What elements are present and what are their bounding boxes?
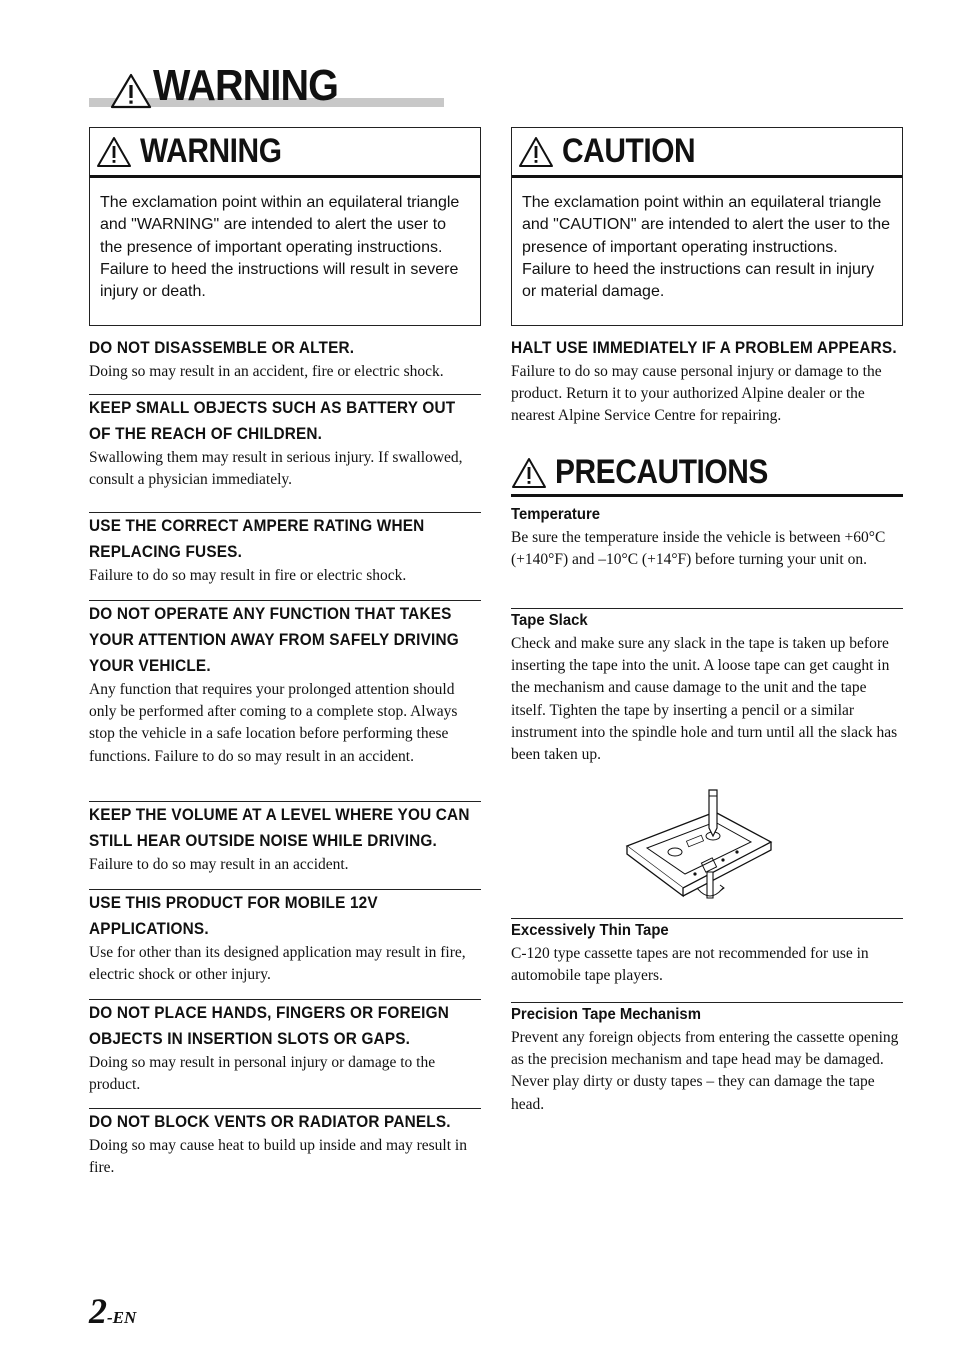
caution-box (511, 127, 903, 326)
warning-item-text: Doing so may cause heat to build up inside and may result in fire. (89, 1137, 467, 1177)
precaution-text-2: Never play dirty or dusty tapes – they can damage the tape head. (511, 1073, 875, 1113)
warning-item (89, 999, 481, 1108)
warning-box-text-2: Failure to heed the instructions will result in severe injury or death. (100, 260, 459, 301)
caution-item-text: Failure to do so may cause personal injury or damage to the product. Return it to your authorized Alpine dealer or the nearest Alpine Service Centre for repairing. (511, 363, 882, 425)
page-banner (89, 62, 444, 108)
banner-title: WARNING (153, 61, 339, 110)
warning-item (89, 801, 481, 889)
caution-item-heading: HALT USE IMMEDIATELY IF A PROBLEM APPEARS. (511, 339, 897, 357)
warning-item (89, 1108, 481, 1178)
precaution-text: Check and make sure any slack in the tape is taken up before inserting the tape into the unit. A loose tape can get caught in the mechanism and cause damage to the unit and the tape itself. Tighten the tape by inserting a pencil or a similar instrument into the spindle hole and turn until all the slack has been taken up. (511, 635, 898, 764)
precaution-section (511, 1002, 903, 1142)
warning-item-heading: DO NOT OPERATE ANY FUNCTION THAT TAKES YOUR ATTENTION AWAY FROM SAFELY DRIVING YOUR VEHICLE. (89, 605, 459, 675)
precaution-heading: Precision Tape Mechanism (511, 1006, 701, 1023)
cassette-illustration (511, 780, 903, 918)
warning-item-text: Swallowing them may result in serious injury. If swallowed, consult a physician immediately. (89, 449, 463, 489)
precautions-header (511, 451, 903, 497)
precaution-heading: Excessively Thin Tape (511, 922, 669, 939)
precaution-text: C-120 type cassette tapes are not recommended for use in automobile tape players. (511, 945, 869, 985)
warning-box-text: The exclamation point within an equilateral triangle and "WARNING" are intended to alert the user to the presence of important operating instructions. (100, 194, 460, 256)
warning-item (89, 335, 481, 394)
warning-item-text: Use for other than its designed application may result in fire, electric shock or other injury. (89, 944, 466, 984)
page-number (89, 1290, 136, 1332)
warning-item-heading: KEEP THE VOLUME AT A LEVEL WHERE YOU CAN STILL HEAR OUTSIDE NOISE WHILE DRIVING. (89, 806, 470, 850)
caution-triangle-icon (518, 136, 554, 168)
warning-item-heading: DO NOT BLOCK VENTS OR RADIATOR PANELS. (89, 1113, 451, 1131)
warning-item-text: Doing so may result in an accident, fire or electric shock. (89, 363, 444, 380)
precaution-heading: Tape Slack (511, 612, 588, 629)
warning-item (89, 394, 481, 512)
precaution-section (511, 608, 903, 780)
precautions-triangle-icon (511, 457, 547, 489)
caution-column (511, 127, 903, 1142)
warning-item-heading: DO NOT DISASSEMBLE OR ALTER. (89, 339, 355, 357)
page-number-suffix: -EN (107, 1308, 137, 1327)
precaution-text: Prevent any foreign objects from entering the cassette opening as the precision mechanism and tape head may be damaged. (511, 1029, 899, 1069)
warning-item-heading: KEEP SMALL OBJECTS SUCH AS BATTERY OUT OF THE REACH OF CHILDREN. (89, 399, 456, 443)
warning-item (89, 600, 481, 801)
precaution-heading: Temperature (511, 506, 601, 523)
warning-column (89, 127, 481, 1178)
warning-box-title: WARNING (140, 132, 282, 170)
warning-item-text: Doing so may result in personal injury or damage to the product. (89, 1054, 436, 1094)
precaution-section (511, 918, 903, 1002)
page-number-value: 2 (89, 1291, 107, 1331)
caution-box-text: The exclamation point within an equilateral triangle and "CAUTION" are intended to alert the user to the presence of important operating instructions. (522, 194, 890, 256)
precaution-section (511, 503, 903, 608)
caution-box-text-2: Failure to heed the instructions can result in injury or material damage. (522, 260, 875, 301)
precautions-title: PRECAUTIONS (555, 453, 768, 491)
warning-item-heading: USE THIS PRODUCT FOR MOBILE 12V APPLICATIONS. (89, 894, 378, 938)
warning-triangle-icon (96, 136, 132, 168)
cassette-pencil-icon (623, 780, 783, 912)
precaution-text: Be sure the temperature inside the vehicle is between +60°C (+140°F) and –10°C (+14°F) before turning your unit on. (511, 529, 886, 569)
warning-box (89, 127, 481, 326)
warning-item (89, 512, 481, 600)
warning-item-heading: USE THE CORRECT AMPERE RATING WHEN REPLACING FUSES. (89, 517, 425, 561)
warning-item (89, 889, 481, 999)
warning-item-text: Failure to do so may result in fire or electric shock. (89, 567, 407, 584)
caution-item (511, 335, 903, 443)
warning-item-heading: DO NOT PLACE HANDS, FINGERS OR FOREIGN OBJECTS IN INSERTION SLOTS OR GAPS. (89, 1004, 450, 1048)
warning-item-text: Any function that requires your prolonged attention should only be performed after coming to a complete stop. Always stop the vehicle in a safe location before performing these functions. Failure to do so may result in an accident. (89, 681, 458, 765)
caution-box-title: CAUTION (562, 132, 696, 170)
warning-triangle-icon (109, 72, 153, 110)
warning-item-text: Failure to do so may result in an accident. (89, 856, 349, 873)
